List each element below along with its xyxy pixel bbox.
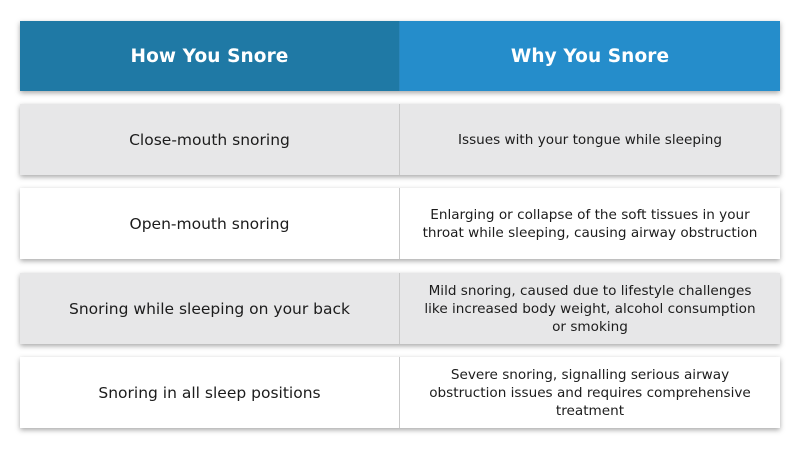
how-cell: Close-mouth snoring [20, 104, 400, 175]
table-row [20, 188, 780, 259]
table-header [20, 21, 780, 91]
why-cell: Severe snoring, signalling serious airway obstruction issues and requires comprehensive treatment [429, 366, 751, 419]
how-cell: Snoring while sleeping on your back [20, 273, 400, 344]
table-row [20, 357, 780, 428]
how-cell: Open-mouth snoring [20, 188, 400, 259]
how-cell: Snoring in all sleep positions [20, 357, 400, 428]
table-row [20, 273, 780, 344]
header-why-you-snore: Why You Snore [400, 21, 780, 91]
header-how-you-snore: How You Snore [20, 21, 400, 91]
table-row [20, 104, 780, 175]
why-cell: Issues with your tongue while sleeping [457, 131, 722, 148]
why-cell: Enlarging or collapse of the soft tissues in your throat while sleeping, causing airway obstruction [422, 206, 758, 241]
why-cell: Mild snoring, caused due to lifestyle challenges like increased body weight, alcohol consumption or smoking [424, 282, 756, 335]
